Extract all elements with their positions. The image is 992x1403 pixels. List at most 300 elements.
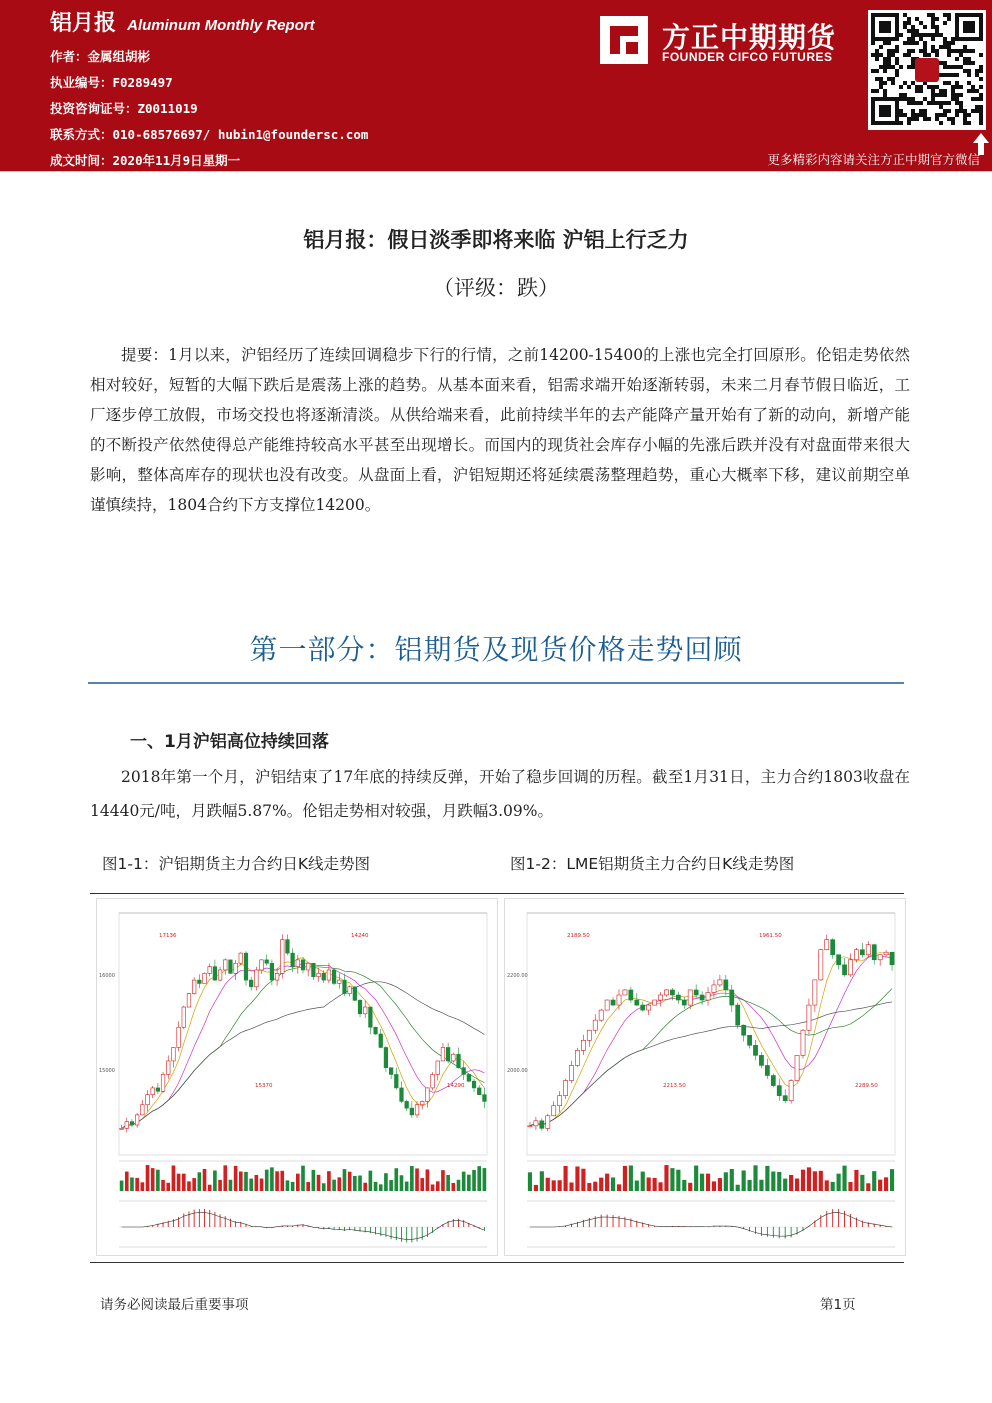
candle-body bbox=[783, 1096, 787, 1101]
volume-bar bbox=[581, 1169, 585, 1191]
qr-module bbox=[967, 121, 971, 125]
qr-module bbox=[939, 45, 943, 49]
candle-body bbox=[629, 990, 633, 1000]
volume-bar bbox=[306, 1182, 310, 1191]
qr-module bbox=[927, 101, 931, 105]
volume-bar bbox=[177, 1174, 181, 1191]
qr-module bbox=[891, 81, 895, 85]
plot-frame bbox=[119, 913, 487, 1155]
candle-body bbox=[270, 963, 274, 980]
license-line: 执业编号：F0289497 bbox=[50, 75, 173, 90]
qr-module bbox=[951, 41, 955, 45]
qr-module bbox=[943, 73, 947, 77]
qr-module bbox=[899, 109, 903, 113]
volume-bar bbox=[322, 1183, 326, 1191]
qr-module bbox=[971, 109, 975, 113]
candle-body bbox=[890, 952, 894, 965]
section-divider bbox=[88, 682, 904, 684]
candle-body bbox=[777, 1086, 781, 1096]
qr-module bbox=[911, 57, 915, 61]
section-heading: 第一部分：铝期货及现货价格走势回顾 bbox=[249, 633, 743, 666]
volume-bar bbox=[203, 1169, 207, 1191]
candle-body bbox=[795, 1055, 799, 1080]
qr-module bbox=[887, 61, 891, 65]
volume-bar bbox=[296, 1174, 300, 1191]
qr-module bbox=[891, 65, 895, 69]
volume-bar bbox=[379, 1184, 383, 1191]
qr-module bbox=[935, 25, 939, 29]
qr-module bbox=[911, 81, 915, 85]
candle-body bbox=[617, 995, 621, 1005]
candle-body bbox=[884, 952, 888, 955]
qr-module bbox=[903, 21, 907, 25]
qr-module bbox=[927, 85, 931, 89]
candle-body bbox=[244, 953, 248, 980]
qr-module bbox=[943, 61, 947, 65]
qr-module bbox=[883, 81, 887, 85]
qr-module bbox=[975, 69, 979, 73]
candle-body bbox=[477, 1088, 481, 1095]
qr-module bbox=[907, 41, 911, 45]
volume-bar bbox=[431, 1184, 435, 1191]
volume-bar bbox=[801, 1170, 805, 1191]
y-tick-label: 15000 bbox=[99, 1068, 115, 1074]
qr-module bbox=[899, 33, 903, 37]
volume-bar bbox=[135, 1178, 139, 1191]
volume-bar bbox=[795, 1179, 799, 1191]
volume-bar bbox=[765, 1166, 769, 1191]
volume-bar bbox=[540, 1171, 544, 1191]
qr-module bbox=[955, 73, 959, 77]
volume-bar bbox=[192, 1178, 196, 1191]
qr-module bbox=[883, 93, 887, 97]
chart-lme-aluminum bbox=[504, 898, 906, 1256]
candle-body bbox=[771, 1076, 775, 1086]
volume-bar bbox=[255, 1175, 259, 1191]
qr-module bbox=[923, 45, 927, 49]
qr-module bbox=[979, 65, 983, 69]
candle-body bbox=[564, 1081, 568, 1096]
candle-body bbox=[819, 950, 823, 980]
price-annotation: 2189.50 bbox=[567, 933, 590, 939]
candle-body bbox=[400, 1088, 404, 1101]
qr-module bbox=[967, 61, 971, 65]
volume-bar bbox=[825, 1180, 829, 1191]
candle-body bbox=[141, 1105, 145, 1115]
qr-module bbox=[919, 89, 923, 93]
candle-body bbox=[682, 1000, 686, 1005]
candle-body bbox=[540, 1121, 544, 1129]
qr-module bbox=[971, 89, 975, 93]
candle-body bbox=[198, 980, 202, 983]
qr-module bbox=[947, 45, 951, 49]
qr-module bbox=[915, 113, 919, 117]
moving-average-line bbox=[530, 989, 892, 1126]
qr-module bbox=[879, 77, 883, 81]
volume-bar bbox=[213, 1170, 217, 1191]
candle-body bbox=[457, 1054, 461, 1067]
volume-bar bbox=[384, 1173, 388, 1191]
qr-module bbox=[911, 29, 915, 33]
qr-module bbox=[967, 57, 971, 61]
qr-module bbox=[907, 29, 911, 33]
volume-bar bbox=[842, 1166, 846, 1191]
qr-module bbox=[963, 117, 967, 121]
contact-line: 联系方式：010-68576697/ hubin1@foundersc.com bbox=[50, 127, 369, 142]
volume-bar bbox=[676, 1170, 680, 1191]
volume-bar bbox=[483, 1168, 487, 1191]
qr-module bbox=[911, 37, 915, 41]
author-line: 作者：金属组胡彬 bbox=[50, 49, 151, 64]
qr-module bbox=[883, 65, 887, 69]
volume-bar bbox=[270, 1167, 274, 1191]
qr-module bbox=[939, 33, 943, 37]
candle-body bbox=[405, 1101, 409, 1108]
qr-module bbox=[891, 53, 895, 57]
qr-module bbox=[959, 53, 963, 57]
figure-bottom-rule bbox=[90, 1262, 904, 1263]
footer-note: 请务必阅读最后重要事项 bbox=[100, 1297, 249, 1313]
candle-body bbox=[239, 953, 243, 963]
qr-module bbox=[955, 93, 959, 97]
qr-module bbox=[871, 69, 875, 73]
candle-body bbox=[151, 1088, 155, 1095]
qr-module bbox=[875, 77, 879, 81]
price-annotation: 15370 bbox=[255, 1083, 273, 1089]
candle-body bbox=[146, 1095, 150, 1105]
qr-module bbox=[943, 81, 947, 85]
qr-module bbox=[923, 49, 927, 53]
candle-body bbox=[848, 960, 852, 975]
kline-chart-1 bbox=[97, 899, 497, 1255]
qr-module bbox=[963, 109, 967, 113]
candle-body bbox=[860, 950, 864, 955]
qr-module bbox=[899, 113, 903, 117]
qr-finder-core bbox=[963, 21, 975, 33]
qr-module bbox=[879, 53, 883, 57]
qr-module bbox=[931, 37, 935, 41]
qr-module bbox=[915, 101, 919, 105]
qr-module bbox=[951, 85, 955, 89]
volume-bar bbox=[462, 1172, 466, 1191]
volume-bar bbox=[477, 1166, 481, 1191]
qr-module bbox=[979, 113, 983, 117]
qr-module bbox=[975, 89, 979, 93]
qr-module bbox=[871, 53, 875, 57]
qr-module bbox=[935, 17, 939, 21]
volume-bar bbox=[446, 1175, 450, 1191]
qr-module bbox=[919, 21, 923, 25]
volume-bar bbox=[629, 1165, 633, 1191]
qr-module bbox=[951, 49, 955, 53]
candle-body bbox=[192, 980, 196, 993]
volume-bar bbox=[420, 1178, 424, 1191]
volume-bar bbox=[451, 1183, 455, 1191]
qr-module bbox=[871, 41, 875, 45]
qr-module bbox=[887, 77, 891, 81]
qr-module bbox=[943, 13, 947, 17]
qr-module bbox=[955, 109, 959, 113]
volume-bar bbox=[558, 1180, 562, 1191]
qr-module bbox=[927, 117, 931, 121]
qr-module bbox=[903, 53, 907, 57]
qr-module bbox=[951, 37, 955, 41]
qr-module bbox=[915, 29, 919, 33]
volume-bar bbox=[890, 1169, 894, 1191]
candle-body bbox=[842, 965, 846, 975]
candle-body bbox=[322, 973, 326, 980]
candle-body bbox=[635, 1000, 639, 1005]
candle-body bbox=[872, 945, 876, 960]
moving-average-line bbox=[530, 953, 892, 1126]
candle-body bbox=[374, 1027, 378, 1034]
candle-body bbox=[327, 970, 331, 980]
qr-module bbox=[959, 109, 963, 113]
candle-body bbox=[135, 1115, 139, 1125]
price-annotation: 1961.50 bbox=[759, 933, 782, 939]
qr-module bbox=[959, 49, 963, 53]
qr-module bbox=[971, 61, 975, 65]
candle-body bbox=[462, 1068, 466, 1075]
qr-module bbox=[939, 61, 943, 65]
volume-bar bbox=[436, 1181, 440, 1191]
volume-bar bbox=[736, 1185, 740, 1191]
volume-bar bbox=[688, 1183, 692, 1191]
qr-module bbox=[879, 85, 883, 89]
qr-module bbox=[975, 97, 979, 101]
y-tick-label: 2000.00 bbox=[507, 1068, 528, 1074]
wechat-qr-code bbox=[868, 10, 986, 130]
volume-bar bbox=[332, 1180, 336, 1191]
qr-module bbox=[963, 113, 967, 117]
qr-module bbox=[951, 121, 955, 125]
volume-bar bbox=[777, 1172, 781, 1191]
qr-module bbox=[899, 97, 903, 101]
qr-module bbox=[979, 97, 983, 101]
price-annotation: 14290 bbox=[447, 1083, 465, 1089]
qr-module bbox=[927, 13, 931, 17]
qr-module bbox=[939, 113, 943, 117]
qr-module bbox=[875, 89, 879, 93]
qr-module bbox=[903, 93, 907, 97]
candle-body bbox=[436, 1061, 440, 1074]
candle-body bbox=[878, 955, 882, 960]
qr-module bbox=[931, 93, 935, 97]
qr-module bbox=[979, 117, 983, 121]
qr-module bbox=[907, 101, 911, 105]
volume-bar bbox=[552, 1180, 556, 1191]
volume-bar bbox=[866, 1183, 870, 1191]
qr-module bbox=[947, 53, 951, 57]
qr-module bbox=[907, 65, 911, 69]
candle-body bbox=[441, 1047, 445, 1060]
qr-module bbox=[883, 89, 887, 93]
volume-bar bbox=[234, 1166, 238, 1191]
candle-body bbox=[593, 1020, 597, 1030]
qr-module bbox=[963, 49, 967, 53]
qr-module bbox=[935, 117, 939, 121]
volume-bar bbox=[872, 1171, 876, 1191]
volume-bar bbox=[854, 1170, 858, 1191]
volume-bar bbox=[706, 1174, 710, 1191]
candle-body bbox=[229, 960, 233, 973]
qr-module bbox=[975, 105, 979, 109]
volume-bar bbox=[441, 1170, 445, 1191]
candle-body bbox=[182, 1007, 186, 1027]
volume-bar bbox=[405, 1182, 409, 1191]
volume-bar bbox=[831, 1182, 835, 1191]
qr-module bbox=[959, 105, 963, 109]
date-line: 成文时间：2020年11月9日星期一 bbox=[50, 153, 241, 168]
candle-body bbox=[700, 995, 704, 1000]
candle-body bbox=[581, 1040, 585, 1050]
qr-module bbox=[923, 109, 927, 113]
volume-bar bbox=[467, 1175, 471, 1191]
logo-mark-icon bbox=[600, 16, 648, 64]
volume-bar bbox=[120, 1181, 124, 1191]
volume-bar bbox=[353, 1176, 357, 1191]
qr-module bbox=[959, 85, 963, 89]
price-annotation: 17136 bbox=[159, 933, 177, 939]
figure-top-rule bbox=[90, 893, 904, 894]
volume-bar bbox=[363, 1183, 367, 1191]
candle-body bbox=[317, 973, 321, 976]
qr-module bbox=[943, 45, 947, 49]
candle-body bbox=[332, 970, 336, 983]
qr-module bbox=[943, 93, 947, 97]
qr-module bbox=[927, 53, 931, 57]
up-arrow-icon bbox=[972, 132, 990, 156]
figure-2-caption: 图1-2：LME铝期货主力合约日K线走势图 bbox=[510, 855, 795, 873]
candle-body bbox=[688, 990, 692, 1005]
qr-module bbox=[963, 61, 967, 65]
volume-bar bbox=[569, 1183, 573, 1191]
volume-bar bbox=[593, 1182, 597, 1191]
candle-body bbox=[296, 960, 300, 967]
qr-module bbox=[947, 117, 951, 121]
candle-body bbox=[641, 1005, 645, 1010]
qr-module bbox=[923, 41, 927, 45]
candle-body bbox=[706, 992, 710, 1000]
report-header bbox=[0, 0, 992, 172]
qr-module bbox=[947, 81, 951, 85]
qr-module bbox=[951, 65, 955, 69]
candle-body bbox=[825, 940, 829, 950]
qr-module bbox=[935, 93, 939, 97]
candle-body bbox=[161, 1074, 165, 1091]
qr-module bbox=[887, 49, 891, 53]
candle-body bbox=[348, 987, 352, 994]
volume-bar bbox=[389, 1180, 393, 1191]
qr-module bbox=[911, 65, 915, 69]
volume-bar bbox=[599, 1178, 603, 1191]
qr-module bbox=[895, 57, 899, 61]
y-tick-label: 16000 bbox=[99, 973, 115, 979]
volume-bar bbox=[223, 1165, 227, 1191]
qr-module bbox=[935, 113, 939, 117]
qr-module bbox=[903, 81, 907, 85]
qr-module bbox=[875, 49, 879, 53]
qr-module bbox=[959, 65, 963, 69]
candle-body bbox=[534, 1121, 538, 1126]
volume-bar bbox=[724, 1172, 728, 1191]
logo-text-en: FOUNDER CIFCO FUTURES bbox=[662, 50, 833, 64]
qr-module bbox=[955, 101, 959, 105]
qr-module bbox=[939, 105, 943, 109]
qr-module bbox=[895, 45, 899, 49]
qr-module bbox=[895, 61, 899, 65]
qr-module bbox=[887, 57, 891, 61]
volume-bar bbox=[146, 1165, 150, 1191]
volume-bar bbox=[156, 1170, 160, 1191]
candle-body bbox=[753, 1045, 757, 1055]
candle-body bbox=[664, 990, 668, 995]
qr-module bbox=[935, 33, 939, 37]
qr-module bbox=[919, 49, 923, 53]
volume-bar bbox=[700, 1174, 704, 1191]
qr-module bbox=[947, 73, 951, 77]
volume-bar bbox=[141, 1182, 145, 1191]
qr-module bbox=[915, 33, 919, 37]
volume-bar bbox=[860, 1175, 864, 1191]
volume-bar bbox=[611, 1177, 615, 1191]
qr-module bbox=[907, 21, 911, 25]
qr-module bbox=[919, 101, 923, 105]
qr-module bbox=[875, 69, 879, 73]
qr-module bbox=[939, 93, 943, 97]
qr-module bbox=[975, 73, 979, 77]
volume-bar bbox=[718, 1178, 722, 1191]
qr-module bbox=[907, 85, 911, 89]
qr-module bbox=[919, 33, 923, 37]
candle-body bbox=[255, 970, 259, 987]
volume-bar bbox=[244, 1172, 248, 1191]
volume-bar bbox=[546, 1178, 550, 1191]
qr-module bbox=[931, 97, 935, 101]
qr-module bbox=[879, 81, 883, 85]
qr-module bbox=[919, 113, 923, 117]
candle-body bbox=[208, 967, 212, 974]
qr-module bbox=[923, 113, 927, 117]
qr-module bbox=[959, 101, 963, 105]
qr-module bbox=[899, 65, 903, 69]
candle-body bbox=[789, 1081, 793, 1101]
qr-module bbox=[895, 69, 899, 73]
qr-module bbox=[943, 109, 947, 113]
volume-bar bbox=[605, 1174, 609, 1191]
qr-module bbox=[947, 17, 951, 21]
volume-bar bbox=[151, 1168, 155, 1191]
candle-body bbox=[801, 1030, 805, 1055]
volume-bar bbox=[374, 1182, 378, 1191]
moving-average-line bbox=[122, 963, 485, 1129]
qr-module bbox=[947, 13, 951, 17]
candle-body bbox=[301, 960, 305, 970]
qr-module bbox=[979, 105, 983, 109]
candle-body bbox=[647, 1005, 651, 1010]
volume-bar bbox=[400, 1175, 404, 1191]
qr-module bbox=[931, 101, 935, 105]
qr-module bbox=[943, 89, 947, 93]
candle-body bbox=[369, 1007, 373, 1027]
qr-module bbox=[899, 93, 903, 97]
qr-module bbox=[979, 85, 983, 89]
qr-finder-core bbox=[879, 21, 891, 33]
volume-bar bbox=[415, 1168, 419, 1191]
y-tick-label: 2200.00 bbox=[507, 973, 528, 979]
volume-bar bbox=[260, 1179, 264, 1191]
volume-bar bbox=[208, 1185, 212, 1191]
